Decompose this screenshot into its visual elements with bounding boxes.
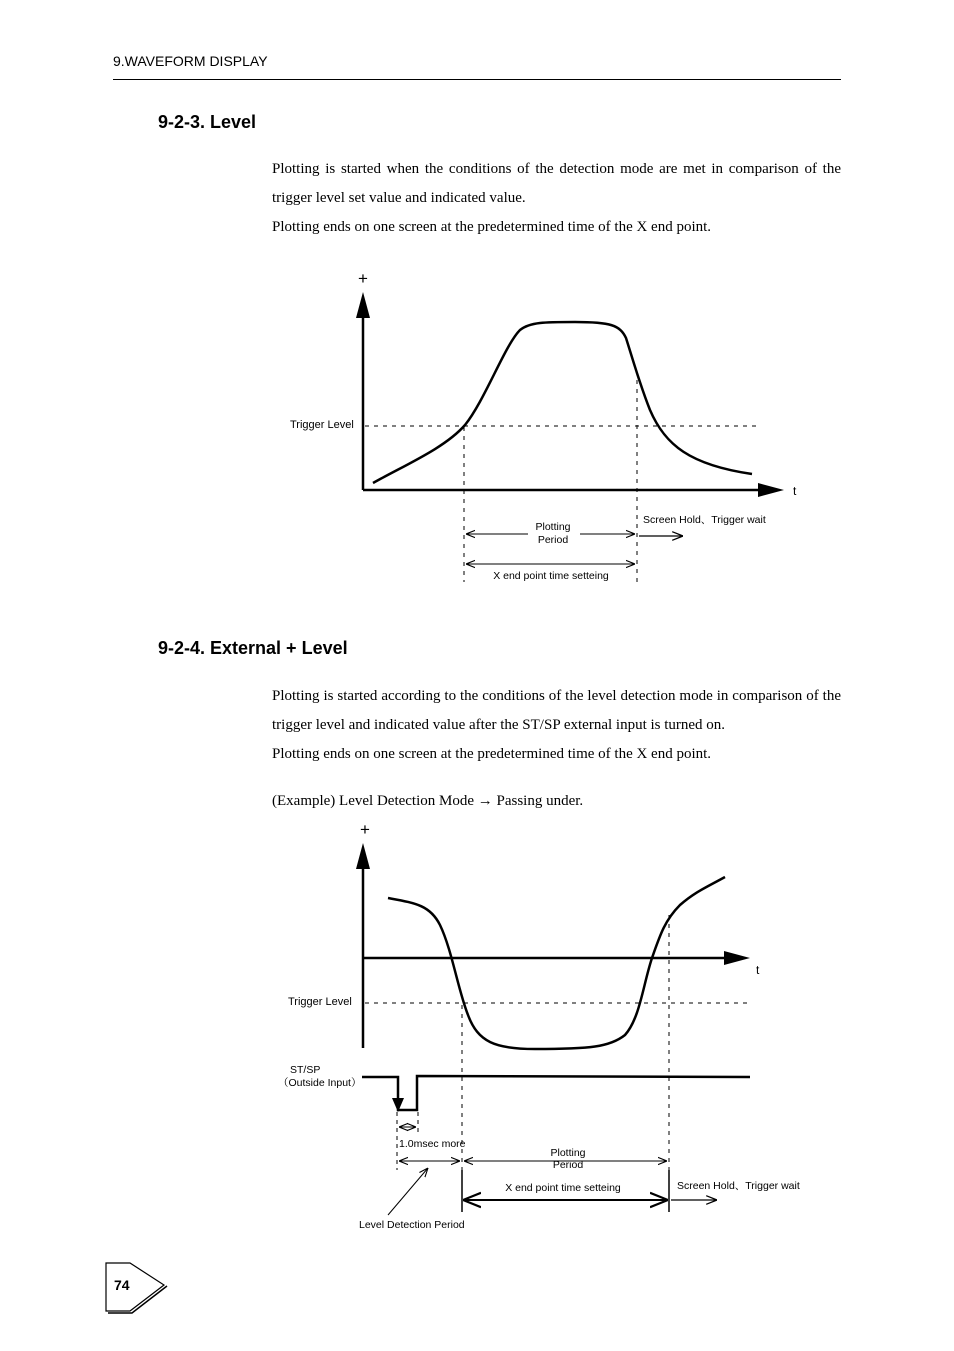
section2-text [272,682,841,769]
plus-label: + [358,269,368,288]
stsp-label-1: ST/SP [290,1064,321,1076]
screen-hold-label: Screen Hold、Trigger wait [643,514,766,526]
x-end-time-label-2: X end point time setteing [505,1182,621,1194]
plotting-period-label-1: Plotting [535,521,571,533]
y-axis-arrowhead [356,292,370,318]
chapter-header: 9.WAVEFORM DISPLAY [113,53,268,69]
time-axis-label-2: t [756,963,760,977]
section2-paragraph-2: Plotting ends on one screen at the predetermined time of the X end point. [272,746,712,762]
plotting-period-label-2b: Period [552,1159,584,1171]
time-axis-label: t [793,484,797,498]
section2-paragraph-1: Plotting is started according to the conditions of the level detection mode in comparison of the trigger level and indicated value after the ST/SP external input is turned on. [272,688,841,733]
plotting-period-label-2a: Plotting [550,1147,586,1159]
example-text [272,787,841,816]
signal-waveform [373,322,752,483]
x-axis-arrowhead [758,483,784,497]
plotting-period-label-2: Period [537,534,569,546]
section-title-external-level: 9-2-4. External + Level [158,638,348,658]
section-title-level: 9-2-3. Level [158,112,257,132]
trigger-level-label-2: Trigger Level [288,996,352,1008]
section1-paragraph-2: Plotting ends on one screen at the predetermined time of the X end point. [272,219,712,235]
stsp-label-2: （Outside Input） [278,1077,362,1089]
plus-label-2: + [360,820,370,839]
x-end-time-label: X end point time setteing [493,570,609,582]
section1-paragraph-1: Plotting is started when the conditions of the detection mode are met in comparison of the trigger level set value and indicated value. [272,161,841,206]
screen-hold-label-2: Screen Hold、Trigger wait [677,1180,800,1192]
trigger-level-label: Trigger Level [290,419,354,431]
msec-label: 1.0msec more [399,1138,466,1150]
page-number: 74 [114,1277,130,1293]
level-detection-label: Level Detection Period [359,1219,465,1231]
example-line: (Example) Level Detection Mode → Passing under. [272,793,584,809]
